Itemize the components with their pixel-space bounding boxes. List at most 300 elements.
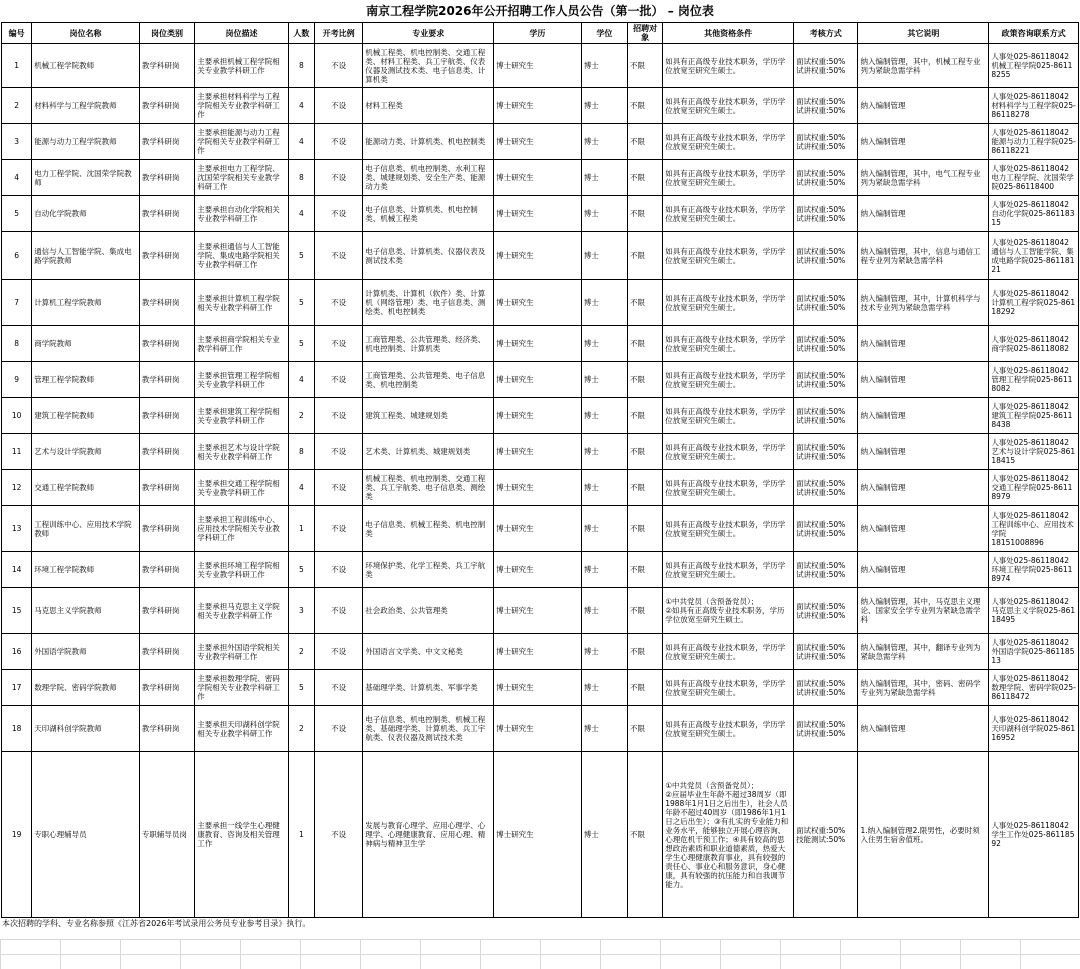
cell-no[interactable]: 4	[2, 160, 32, 196]
cell-desc[interactable]: 主要承担机械工程学院相关专业教学科研工作	[195, 44, 289, 88]
cell-major[interactable]: 外国语言文学类、中文文秘类	[363, 634, 494, 670]
cell-major[interactable]: 环境保护类、化学工程类、兵工宇航类	[363, 552, 494, 588]
cell-major[interactable]: 社会政治类、公共管理类	[363, 588, 494, 634]
cell-degree[interactable]: 博士	[581, 470, 627, 506]
cell-other[interactable]: 纳入编制管理	[858, 434, 989, 470]
cell-no[interactable]: 8	[2, 326, 32, 362]
cell-cat[interactable]: 教学科研岗	[139, 398, 194, 434]
table-row	[2, 160, 1079, 196]
cell-cat[interactable]: 教学科研岗	[139, 588, 194, 634]
cell-major[interactable]: 电子信息类、计算机类、机电控制类、机械工程类	[363, 196, 494, 232]
cell-contact[interactable]: 人事处025-86118042 外国语学院025-86118513	[989, 634, 1079, 670]
cell-ratio[interactable]: 不设	[314, 44, 362, 88]
cell-target[interactable]: 不限	[628, 752, 663, 918]
cell-ratio[interactable]: 不设	[314, 280, 362, 326]
cell-cat[interactable]: 教学科研岗	[139, 552, 194, 588]
cell-exam[interactable]: 面试权重:50% 试讲权重:50%	[794, 434, 858, 470]
cell-no[interactable]: 19	[2, 752, 32, 918]
cell-name[interactable]: 艺术与设计学院教师	[32, 434, 140, 470]
cell-degree[interactable]: 博士	[581, 160, 627, 196]
cell-num[interactable]: 3	[288, 588, 314, 634]
cell-no[interactable]: 5	[2, 196, 32, 232]
cell-exam[interactable]: 面试权重:50% 试讲权重:50%	[794, 88, 858, 124]
cell-cond[interactable]: 如具有正高级专业技术职务，学历学位放宽至研究生硕士。	[663, 362, 794, 398]
cell-ratio[interactable]: 不设	[314, 124, 362, 160]
cell-cond[interactable]: 如具有正高级专业技术职务，学历学位放宽至研究生硕士。	[663, 196, 794, 232]
cell-exam[interactable]: 面试权重:50% 试讲权重:50%	[794, 588, 858, 634]
empty-grid-area	[0, 939, 1080, 969]
cell-degree[interactable]: 博士	[581, 506, 627, 552]
table-row	[2, 44, 1079, 88]
cell-exam[interactable]: 面试权重:50% 试讲权重:50%	[794, 470, 858, 506]
cell-ratio[interactable]: 不设	[314, 552, 362, 588]
cell-name[interactable]: 能源与动力工程学院教师	[32, 124, 140, 160]
cell-degree[interactable]: 博士	[581, 232, 627, 280]
cell-major[interactable]: 基础理学类、计算机类、军事学类	[363, 670, 494, 706]
cell-ratio[interactable]: 不设	[314, 326, 362, 362]
cell-cat[interactable]: 教学科研岗	[139, 634, 194, 670]
cell-name[interactable]: 材料科学与工程学院教师	[32, 88, 140, 124]
column-header: 其他资格条件	[663, 23, 794, 44]
cell-other[interactable]: 纳入编制管理，其中，马克思主义理论、国家安全学专业列为紧缺急需学科	[858, 588, 989, 634]
cell-cond[interactable]: ①中共党员（含预备党员）； ②应届毕业生年龄不超过38周岁（即1988年1月1日之后出生），社会人员年龄不超过40周岁（即1986年1月1日之后出生）；③有扎实的专业能力和业务水平，能够独立开展心理咨询、心理危机干预工作；④具有较高的思想政治素质和职业道德素质，热爱大学生心理健康教育事业，具有较强的责任心、事业心和服务意识，身心健康，具有较强的抗压能力和自我调节能力。	[663, 752, 794, 918]
cell-contact[interactable]: 人事处025-86118042 艺术与设计学院025-86118415	[989, 434, 1079, 470]
cell-cond[interactable]: 如具有正高级专业技术职务，学历学位放宽至研究生硕士。	[663, 280, 794, 326]
cell-name[interactable]: 建筑工程学院教师	[32, 398, 140, 434]
cell-degree[interactable]: 博士	[581, 398, 627, 434]
cell-desc[interactable]: 主要承担通信与人工智能学院、集成电路学院相关专业教学科研工作	[195, 232, 289, 280]
cell-num[interactable]: 5	[288, 552, 314, 588]
positions-table	[1, 22, 1079, 918]
cell-other[interactable]: 纳入编制管理，其中，翻译专业列为紧缺急需学科	[858, 634, 989, 670]
cell-no[interactable]: 11	[2, 434, 32, 470]
cell-cat[interactable]: 教学科研岗	[139, 362, 194, 398]
cell-edu[interactable]: 博士研究生	[494, 506, 582, 552]
cell-exam[interactable]: 面试权重:50% 试讲权重:50%	[794, 506, 858, 552]
cell-cond[interactable]: 如具有正高级专业技术职务，学历学位放宽至研究生硕士。	[663, 160, 794, 196]
cell-target[interactable]: 不限	[628, 160, 663, 196]
cell-cond[interactable]: 如具有正高级专业技术职务，学历学位放宽至研究生硕士。	[663, 470, 794, 506]
cell-contact[interactable]: 人事处025-86118042 商学院025-86118082	[989, 326, 1079, 362]
cell-other[interactable]: 纳入编制管理	[858, 362, 989, 398]
cell-other[interactable]: 1.纳入编制管理2.限男性，必要时须入住男生宿舍值班。	[858, 752, 989, 918]
cell-desc[interactable]: 主要承担建筑工程学院相关专业教学科研工作	[195, 398, 289, 434]
cell-contact[interactable]: 人事处025-86118042 管理工程学院025-86118082	[989, 362, 1079, 398]
cell-contact[interactable]: 人事处025-86118042 环境工程学院025-86118974	[989, 552, 1079, 588]
cell-degree[interactable]: 博士	[581, 434, 627, 470]
cell-num[interactable]: 8	[288, 160, 314, 196]
cell-desc[interactable]: 主要承担天印湖科创学院相关专业教学科研工作	[195, 706, 289, 752]
cell-contact[interactable]: 人事处025-86118042 学生工作处025-86118592	[989, 752, 1079, 918]
cell-ratio[interactable]: 不设	[314, 670, 362, 706]
cell-contact[interactable]: 人事处025-86118042 自动化学院025-86118315	[989, 196, 1079, 232]
table-row	[2, 196, 1079, 232]
cell-other[interactable]: 纳入编制管理	[858, 196, 989, 232]
cell-no[interactable]: 10	[2, 398, 32, 434]
column-header: 学位	[581, 23, 627, 44]
cell-desc[interactable]: 主要承担管理工程学院相关专业教学科研工作	[195, 362, 289, 398]
cell-exam[interactable]: 面试权重:50% 试讲权重:50%	[794, 362, 858, 398]
cell-cat[interactable]: 教学科研岗	[139, 160, 194, 196]
cell-target[interactable]: 不限	[628, 44, 663, 88]
cell-desc[interactable]: 主要承担计算机工程学院相关专业教学科研工作	[195, 280, 289, 326]
cell-num[interactable]: 5	[288, 670, 314, 706]
cell-cat[interactable]: 教学科研岗	[139, 434, 194, 470]
cell-degree[interactable]: 博士	[581, 88, 627, 124]
cell-no[interactable]: 3	[2, 124, 32, 160]
cell-other[interactable]: 纳入编制管理	[858, 470, 989, 506]
cell-ratio[interactable]: 不设	[314, 470, 362, 506]
cell-num[interactable]: 4	[288, 88, 314, 124]
cell-target[interactable]: 不限	[628, 326, 663, 362]
table-header-row	[2, 23, 1079, 44]
cell-ratio[interactable]: 不设	[314, 634, 362, 670]
table-row	[2, 362, 1079, 398]
cell-degree[interactable]: 博士	[581, 552, 627, 588]
cell-degree[interactable]: 博士	[581, 326, 627, 362]
cell-ratio[interactable]: 不设	[314, 232, 362, 280]
cell-major[interactable]: 电子信息类、机电控制类、水利工程类、城建规划类、安全生产类、能源动力类	[363, 160, 494, 196]
cell-cat[interactable]: 教学科研岗	[139, 706, 194, 752]
cell-target[interactable]: 不限	[628, 506, 663, 552]
cell-ratio[interactable]: 不设	[314, 196, 362, 232]
table-row	[2, 506, 1079, 552]
cell-num[interactable]: 2	[288, 706, 314, 752]
table-row	[2, 280, 1079, 326]
cell-cond[interactable]: 如具有正高级专业技术职务，学历学位放宽至研究生硕士。	[663, 552, 794, 588]
cell-name[interactable]: 数理学院、密码学院教师	[32, 670, 140, 706]
cell-name[interactable]: 管理工程学院教师	[32, 362, 140, 398]
cell-other[interactable]: 纳入编制管理，其中，密码、密码学专业列为紧缺急需学科	[858, 670, 989, 706]
cell-degree[interactable]: 博士	[581, 280, 627, 326]
cell-target[interactable]: 不限	[628, 362, 663, 398]
cell-other[interactable]: 纳入编制管理	[858, 326, 989, 362]
cell-desc[interactable]: 主要承担一线学生心理健康教育、咨询及相关管理工作	[195, 752, 289, 918]
cell-desc[interactable]: 主要承担能源与动力工程学院相关专业教学科研工作	[195, 124, 289, 160]
cell-edu[interactable]: 博士研究生	[494, 232, 582, 280]
table-row	[2, 552, 1079, 588]
column-header: 招聘对象	[628, 23, 663, 44]
cell-other[interactable]: 纳入编制管理	[858, 124, 989, 160]
cell-other[interactable]: 纳入编制管理，其中，机械工程专业列为紧缺急需学科	[858, 44, 989, 88]
cell-name[interactable]: 专职心理辅导员	[32, 752, 140, 918]
cell-edu[interactable]: 博士研究生	[494, 398, 582, 434]
cell-exam[interactable]: 面试权重:50% 试讲权重:50%	[794, 196, 858, 232]
cell-exam[interactable]: 面试权重:50% 试讲权重:50%	[794, 160, 858, 196]
cell-exam[interactable]: 面试权重:50% 试讲权重:50%	[794, 706, 858, 752]
cell-edu[interactable]: 博士研究生	[494, 124, 582, 160]
cell-edu[interactable]: 博士研究生	[494, 752, 582, 918]
cell-cat[interactable]: 教学科研岗	[139, 506, 194, 552]
cell-name[interactable]: 天印湖科创学院教师	[32, 706, 140, 752]
column-header: 专业要求	[363, 23, 494, 44]
cell-contact[interactable]: 人事处025-86118042 能源与动力工程学院025-86118221	[989, 124, 1079, 160]
cell-major[interactable]: 电子信息类、计算机类、仪器仪表及测试技术类	[363, 232, 494, 280]
cell-contact[interactable]: 人事处025-86118042 数理学院、密码学院025-86118472	[989, 670, 1079, 706]
cell-cat[interactable]: 教学科研岗	[139, 232, 194, 280]
cell-major[interactable]: 艺术类、计算机类、城建规划类	[363, 434, 494, 470]
cell-cond[interactable]: 如具有正高级专业技术职务，学历学位放宽至研究生硕士。	[663, 434, 794, 470]
cell-no[interactable]: 7	[2, 280, 32, 326]
cell-exam[interactable]: 面试权重:50% 试讲权重:50%	[794, 326, 858, 362]
cell-major[interactable]: 材料工程类	[363, 88, 494, 124]
cell-desc[interactable]: 主要承担电力工程学院、沈国荣学院相关专业教学科研工作	[195, 160, 289, 196]
cell-other[interactable]: 纳入编制管理，其中，电气工程专业列为紧缺急需学科	[858, 160, 989, 196]
cell-num[interactable]: 8	[288, 434, 314, 470]
cell-contact[interactable]: 人事处025-86118042 天印湖科创学院025-86116952	[989, 706, 1079, 752]
cell-num[interactable]: 4	[288, 124, 314, 160]
cell-no[interactable]: 6	[2, 232, 32, 280]
cell-degree[interactable]: 博士	[581, 362, 627, 398]
cell-no[interactable]: 2	[2, 88, 32, 124]
cell-cond[interactable]: 如具有正高级专业技术职务，学历学位放宽至研究生硕士。	[663, 634, 794, 670]
cell-major[interactable]: 建筑工程类、城建规划类	[363, 398, 494, 434]
cell-cat[interactable]: 教学科研岗	[139, 124, 194, 160]
cell-num[interactable]: 2	[288, 634, 314, 670]
cell-target[interactable]: 不限	[628, 706, 663, 752]
page-title: 南京工程学院2026年公开招聘工作人员公告（第一批） – 岗位表	[366, 4, 714, 18]
cell-desc[interactable]: 主要承担艺术与设计学院相关专业教学科研工作	[195, 434, 289, 470]
cell-degree[interactable]: 博士	[581, 670, 627, 706]
cell-exam[interactable]: 面试权重:50% 试讲权重:50%	[794, 634, 858, 670]
cell-name[interactable]: 商学院教师	[32, 326, 140, 362]
cell-target[interactable]: 不限	[628, 588, 663, 634]
cell-num[interactable]: 1	[288, 752, 314, 918]
cell-major[interactable]: 机械工程类、机电控制类、交通工程类、兵工宇航类、电子信息类、测绘类	[363, 470, 494, 506]
cell-cond[interactable]: 如具有正高级专业技术职务，学历学位放宽至研究生硕士。	[663, 706, 794, 752]
cell-target[interactable]: 不限	[628, 670, 663, 706]
column-header: 岗位类别	[139, 23, 194, 44]
cell-no[interactable]: 18	[2, 706, 32, 752]
cell-cond[interactable]: 如具有正高级专业技术职务，学历学位放宽至研究生硕士。	[663, 506, 794, 552]
cell-contact[interactable]: 人事处025-86118042 交通工程学院025-86118979	[989, 470, 1079, 506]
cell-desc[interactable]: 主要承担交通工程学院相关专业教学科研工作	[195, 470, 289, 506]
cell-other[interactable]: 纳入编制管理	[858, 552, 989, 588]
cell-num[interactable]: 4	[288, 196, 314, 232]
cell-no[interactable]: 12	[2, 470, 32, 506]
cell-num[interactable]: 4	[288, 470, 314, 506]
cell-major[interactable]: 发展与教育心理学、应用心理学、心理学、心理健康教育、应用心理、精神病与精神卫生学	[363, 752, 494, 918]
cell-num[interactable]: 1	[288, 506, 314, 552]
cell-other[interactable]: 纳入编制管理，其中，计算机科学与技术专业列为紧缺急需学科	[858, 280, 989, 326]
table-row	[2, 706, 1079, 752]
column-header: 岗位描述	[195, 23, 289, 44]
cell-exam[interactable]: 面试权重:50% 试讲权重:50%	[794, 398, 858, 434]
cell-ratio[interactable]: 不设	[314, 88, 362, 124]
cell-ratio[interactable]: 不设	[314, 752, 362, 918]
cell-cat[interactable]: 教学科研岗	[139, 196, 194, 232]
cell-cond[interactable]: 如具有正高级专业技术职务，学历学位放宽至研究生硕士。	[663, 232, 794, 280]
cell-edu[interactable]: 博士研究生	[494, 470, 582, 506]
cell-degree[interactable]: 博士	[581, 752, 627, 918]
cell-cat[interactable]: 教学科研岗	[139, 470, 194, 506]
table-row	[2, 326, 1079, 362]
cell-other[interactable]: 纳入编制管理	[858, 706, 989, 752]
cell-name[interactable]: 通信与人工智能学院、集成电路学院教师	[32, 232, 140, 280]
cell-cat[interactable]: 教学科研岗	[139, 280, 194, 326]
cell-no[interactable]: 17	[2, 670, 32, 706]
cell-desc[interactable]: 主要承担材料科学与工程学院相关专业教学科研工作	[195, 88, 289, 124]
cell-degree[interactable]: 博士	[581, 634, 627, 670]
cell-major[interactable]: 工商管理类、公共管理类、电子信息类、机电控制类	[363, 362, 494, 398]
cell-degree[interactable]: 博士	[581, 706, 627, 752]
table-row	[2, 752, 1079, 918]
cell-desc[interactable]: 主要承担外国语学院相关专业教学科研工作	[195, 634, 289, 670]
cell-other[interactable]: 纳入编制管理	[858, 506, 989, 552]
cell-no[interactable]: 14	[2, 552, 32, 588]
cell-edu[interactable]: 博士研究生	[494, 326, 582, 362]
cell-edu[interactable]: 博士研究生	[494, 670, 582, 706]
cell-edu[interactable]: 博士研究生	[494, 588, 582, 634]
cell-degree[interactable]: 博士	[581, 44, 627, 88]
cell-cat[interactable]: 专职辅导员岗	[139, 752, 194, 918]
cell-exam[interactable]: 面试权重:50% 试讲权重:50%	[794, 670, 858, 706]
cell-name[interactable]: 工程训练中心、应用技术学院教师	[32, 506, 140, 552]
column-header: 人数	[288, 23, 314, 44]
cell-major[interactable]: 工商管理类、公共管理类、经济类、机电控制类、计算机类	[363, 326, 494, 362]
column-header: 政策咨询联系方式	[989, 23, 1079, 44]
cell-exam[interactable]: 面试权重:50% 试讲权重:50%	[794, 280, 858, 326]
cell-ratio[interactable]: 不设	[314, 706, 362, 752]
cell-contact[interactable]: 人事处025-86118042 电力工程学院、沈国荣学院025-86118400	[989, 160, 1079, 196]
table-row	[2, 88, 1079, 124]
cell-edu[interactable]: 博士研究生	[494, 706, 582, 752]
cell-edu[interactable]: 博士研究生	[494, 196, 582, 232]
column-header: 岗位名称	[32, 23, 140, 44]
cell-num[interactable]: 8	[288, 44, 314, 88]
cell-edu[interactable]: 博士研究生	[494, 434, 582, 470]
cell-contact[interactable]: 人事处025-86118042 机械工程学院025-86118255	[989, 44, 1079, 88]
cell-target[interactable]: 不限	[628, 552, 663, 588]
cell-major[interactable]: 电子信息类、机械工程类、机电控制类	[363, 506, 494, 552]
cell-exam[interactable]: 面试权重:50% 试讲权重:50%	[794, 552, 858, 588]
cell-other[interactable]: 纳入编制管理	[858, 88, 989, 124]
cell-major[interactable]: 计算机类、计算机（软件）类、计算机（网络管理）类、电子信息类、测绘类、机电控制类	[363, 280, 494, 326]
cell-degree[interactable]: 博士	[581, 196, 627, 232]
cell-target[interactable]: 不限	[628, 232, 663, 280]
cell-no[interactable]: 1	[2, 44, 32, 88]
cell-target[interactable]: 不限	[628, 434, 663, 470]
cell-cond[interactable]: 如具有正高级专业技术职务，学历学位放宽至研究生硕士。	[663, 88, 794, 124]
cell-desc[interactable]: 主要承担商学院相关专业教学科研工作	[195, 326, 289, 362]
cell-other[interactable]: 纳入编制管理，其中，信息与通信工程专业列为紧缺急需学科	[858, 232, 989, 280]
cell-name[interactable]: 外国语学院教师	[32, 634, 140, 670]
cell-exam[interactable]: 面试权重:50% 试讲权重:50%	[794, 124, 858, 160]
table-row	[2, 124, 1079, 160]
cell-num[interactable]: 4	[288, 362, 314, 398]
cell-ratio[interactable]: 不设	[314, 506, 362, 552]
cell-major[interactable]: 能源动力类、计算机类、机电控制类	[363, 124, 494, 160]
cell-edu[interactable]: 博士研究生	[494, 552, 582, 588]
column-header: 其它说明	[858, 23, 989, 44]
cell-name[interactable]: 电力工程学院、沈国荣学院教师	[32, 160, 140, 196]
cell-cat[interactable]: 教学科研岗	[139, 44, 194, 88]
cell-cond[interactable]: 如具有正高级专业技术职务，学历学位放宽至研究生硕士。	[663, 670, 794, 706]
cell-contact[interactable]: 人事处025-86118042 建筑工程学院025-86118438	[989, 398, 1079, 434]
table-row	[2, 232, 1079, 280]
cell-contact[interactable]: 人事处025-86118042 计算机工程学院025-86118292	[989, 280, 1079, 326]
cell-major[interactable]: 电子信息类、机电控制类、机械工程类、基础理学类、计算机类、兵工宇航类、仪表仪器及测试技术类	[363, 706, 494, 752]
cell-name[interactable]: 交通工程学院教师	[32, 470, 140, 506]
column-header: 学历	[494, 23, 582, 44]
cell-edu[interactable]: 博士研究生	[494, 88, 582, 124]
cell-target[interactable]: 不限	[628, 634, 663, 670]
cell-ratio[interactable]: 不设	[314, 362, 362, 398]
cell-no[interactable]: 16	[2, 634, 32, 670]
cell-cat[interactable]: 教学科研岗	[139, 670, 194, 706]
cell-target[interactable]: 不限	[628, 280, 663, 326]
cell-desc[interactable]: 主要承担数理学院、密码学院相关专业教学科研工作	[195, 670, 289, 706]
cell-major[interactable]: 机械工程类、机电控制类、交通工程类、材料工程类、兵工宇航类、仪表仪器及测试技术类、电子信息类、计算机类	[363, 44, 494, 88]
cell-exam[interactable]: 面试权重:50% 技能测试:50%	[794, 752, 858, 918]
cell-name[interactable]: 马克思主义学院教师	[32, 588, 140, 634]
column-header: 编号	[2, 23, 32, 44]
cell-contact[interactable]: 人事处025-86118042 通信与人工智能学院、集成电路学院025-86118121	[989, 232, 1079, 280]
cell-num[interactable]: 5	[288, 326, 314, 362]
cell-cond[interactable]: 如具有正高级专业技术职务，学历学位放宽至研究生硕士。	[663, 398, 794, 434]
cell-cat[interactable]: 教学科研岗	[139, 88, 194, 124]
cell-cat[interactable]: 教学科研岗	[139, 326, 194, 362]
cell-cond[interactable]: ①中共党员（含预备党员）； ②如具有正高级专业技术职务，学历学位放宽至研究生硕士。	[663, 588, 794, 634]
cell-name[interactable]: 计算机工程学院教师	[32, 280, 140, 326]
cell-edu[interactable]: 博士研究生	[494, 362, 582, 398]
cell-no[interactable]: 13	[2, 506, 32, 552]
cell-target[interactable]: 不限	[628, 470, 663, 506]
cell-no[interactable]: 15	[2, 588, 32, 634]
cell-desc[interactable]: 主要承担马克思主义学院相关专业教学科研工作	[195, 588, 289, 634]
cell-edu[interactable]: 博士研究生	[494, 160, 582, 196]
cell-num[interactable]: 5	[288, 232, 314, 280]
cell-degree[interactable]: 博士	[581, 124, 627, 160]
cell-edu[interactable]: 博士研究生	[494, 634, 582, 670]
cell-contact[interactable]: 人事处025-86118042 马克思主义学院025-86118495	[989, 588, 1079, 634]
cell-target[interactable]: 不限	[628, 124, 663, 160]
cell-edu[interactable]: 博士研究生	[494, 44, 582, 88]
cell-cond[interactable]: 如具有正高级专业技术职务，学历学位放宽至研究生硕士。	[663, 124, 794, 160]
cell-desc[interactable]: 主要承担环境工程学院相关专业教学科研工作	[195, 552, 289, 588]
table-row	[2, 398, 1079, 434]
cell-cond[interactable]: 如具有正高级专业技术职务，学历学位放宽至研究生硕士。	[663, 44, 794, 88]
column-header: 开考比例	[314, 23, 362, 44]
cell-num[interactable]: 2	[288, 398, 314, 434]
cell-contact[interactable]: 人事处025-86118042 材料科学与工程学院025-86118278	[989, 88, 1079, 124]
cell-edu[interactable]: 博士研究生	[494, 280, 582, 326]
table-row	[2, 670, 1079, 706]
cell-num[interactable]: 5	[288, 280, 314, 326]
cell-ratio[interactable]: 不设	[314, 434, 362, 470]
cell-target[interactable]: 不限	[628, 88, 663, 124]
cell-exam[interactable]: 面试权重:50% 试讲权重:50%	[794, 232, 858, 280]
cell-name[interactable]: 自动化学院教师	[32, 196, 140, 232]
cell-name[interactable]: 环境工程学院教师	[32, 552, 140, 588]
table-body	[2, 44, 1079, 918]
cell-exam[interactable]: 面试权重:50% 试讲权重:50%	[794, 44, 858, 88]
cell-name[interactable]: 机械工程学院教师	[32, 44, 140, 88]
cell-desc[interactable]: 主要承担自动化学院相关专业教学科研工作	[195, 196, 289, 232]
cell-desc[interactable]: 主要承担工程训练中心、应用技术学院相关专业教学科研工作	[195, 506, 289, 552]
cell-ratio[interactable]: 不设	[314, 160, 362, 196]
cell-degree[interactable]: 博士	[581, 588, 627, 634]
cell-no[interactable]: 9	[2, 362, 32, 398]
cell-other[interactable]: 纳入编制管理	[858, 398, 989, 434]
cell-ratio[interactable]: 不设	[314, 588, 362, 634]
cell-target[interactable]: 不限	[628, 398, 663, 434]
cell-target[interactable]: 不限	[628, 196, 663, 232]
cell-contact[interactable]: 人事处025-86118042 工程训练中心、应用技术学院 18151008896	[989, 506, 1079, 552]
table-row	[2, 634, 1079, 670]
cell-cond[interactable]: 如具有正高级专业技术职务，学历学位放宽至研究生硕士。	[663, 326, 794, 362]
cell-ratio[interactable]: 不设	[314, 398, 362, 434]
